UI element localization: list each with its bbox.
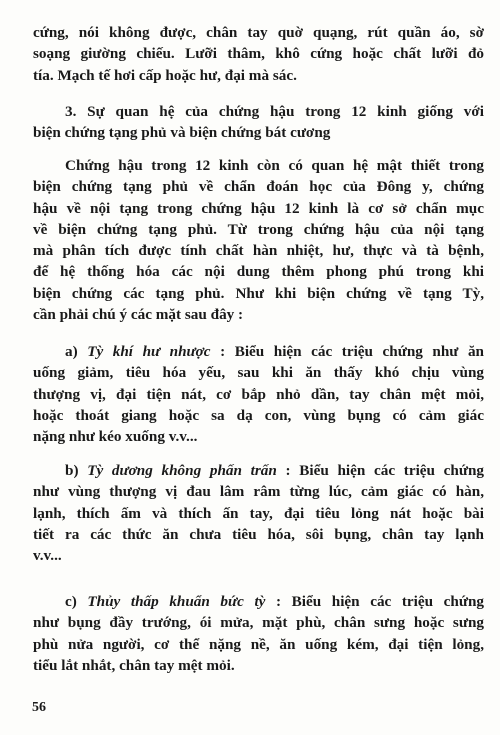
text-line: như bụng đầy trướng, ói mửa, mặt phù, chân sưng hoặc sưng	[33, 614, 484, 632]
text-line: về biện chứng tạng phủ. Từ trong chứng hậu của nội tạng	[33, 220, 484, 238]
item-term: Tỳ khí hư nhược	[87, 343, 211, 360]
text-line: để hệ thống hóa các nội dung thêm phong phú trong khi	[33, 263, 484, 281]
paragraph-body	[33, 155, 484, 325]
item-prefix: b)	[65, 462, 88, 479]
text-line: v.v...	[33, 547, 62, 565]
item-first-rest: : Biểu hiện các triệu chứng như ăn	[210, 343, 484, 360]
heading-line: 3. Sự quan hệ của chứng hậu trong 12 kinh giống với	[65, 103, 484, 120]
item-first-line	[33, 341, 484, 362]
text-line: như vùng thượng vị đau lâm râm từng lúc, cảm giác có hàn,	[33, 483, 484, 501]
text-line: cứng, nói không được, chân tay quờ quạng, rút quần áo, sờ	[33, 24, 484, 41]
list-item-c	[33, 591, 484, 676]
item-first-rest: : Biểu hiện các triệu chứng	[276, 462, 485, 479]
section-heading	[33, 101, 484, 144]
text-line: tía. Mạch tế hơi cấp hoặc hư, đại mà sác.	[33, 66, 297, 84]
text-line: phù nửa người, cơ thể nặng nề, ăn uống kém, đại tiện lỏng,	[33, 635, 484, 653]
item-first-line	[33, 591, 484, 612]
text-line: thượng vị, đại tiện nát, cơ bắp nhỏ dần, tay chân mệt mỏi,	[33, 385, 484, 403]
list-item-b	[33, 460, 484, 566]
text-line: uống giảm, tiêu hóa yếu, sau khi ăn thấy khó chịu vùng	[33, 364, 484, 382]
item-term: Thủy thấp khuẩn bức tỳ	[87, 593, 266, 610]
item-prefix: a)	[65, 343, 88, 360]
text-line: soạng giường chiếu. Lưỡi thâm, khô cứng hoặc chất lưỡi đỏ	[33, 45, 484, 63]
text-line: hậu về nội tạng trong chứng hậu 12 kinh là cơ sở chẩn mục	[33, 199, 484, 217]
text-line: tiểu lắt nhắt, chân tay mệt mỏi.	[33, 656, 235, 674]
text-line: tiết ra các thức ăn chưa tiêu hóa, sôi bụng, chân tay lạnh	[33, 525, 484, 543]
text-line: Chứng hậu trong 12 kinh còn có quan hệ mật thiết trong	[65, 157, 484, 174]
text-line: lạnh, thích ấm và thích ấn tay, đại tiêu lỏng nát hoặc bài	[33, 504, 484, 522]
item-term: Tỳ dương không phấn trấn	[87, 462, 277, 479]
item-first-line	[33, 460, 484, 481]
text-line: mà phân tích được tính chất hàn nhiệt, hư, thực và tà bệnh,	[33, 242, 484, 260]
text-line: cần phải chú ý các mặt sau đây :	[33, 306, 244, 324]
text-line: biện chứng tạng phủ về chẩn đoán học của Đông y, chứng	[33, 178, 484, 196]
item-first-rest: : Biểu hiện các triệu chứng	[265, 593, 484, 610]
text-line: biện chứng các tạng phủ. Như khi biện chứng về tạng Tỳ,	[33, 284, 484, 302]
page-number: 56	[32, 700, 46, 715]
text-line: hoặc thoát giang hoặc sa dạ con, vùng bụng có cảm giác	[33, 406, 484, 424]
list-item-a	[33, 341, 484, 447]
text-line: nặng như kéo xuống v.v...	[33, 428, 198, 446]
item-prefix: c)	[65, 593, 88, 610]
paragraph-continuation	[33, 22, 484, 86]
heading-line: biện chứng tạng phủ và biện chứng bát cương	[33, 124, 331, 142]
